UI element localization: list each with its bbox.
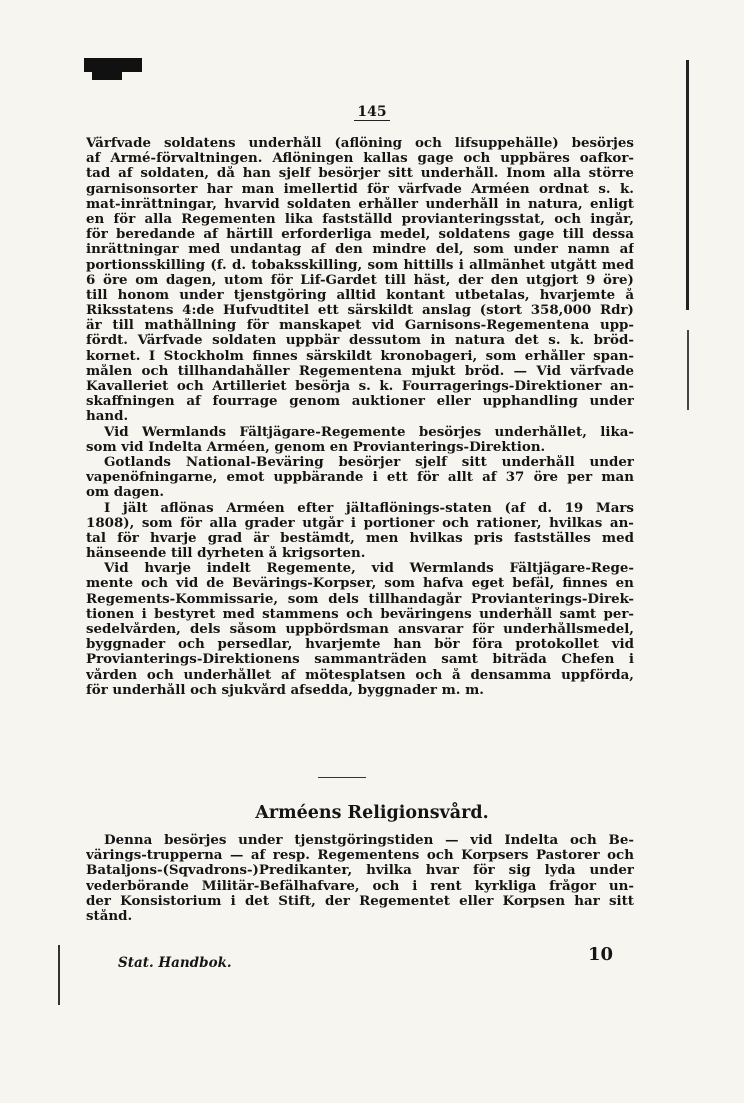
text-line: mente och vid de Bevärings-Korpser, som hafva eget befäl, finnes en — [86, 576, 634, 592]
text-line: kornet. I Stockholm finnes särskildt kronobageri, som erhåller span- — [86, 348, 634, 364]
text-line: Provianterings-Direktionens sammanträden samt biträda Chefen i — [86, 652, 634, 668]
body-text — [86, 136, 634, 698]
text-line: mat-inrättningar, hvarvid soldaten erhåller underhåll in natura, enligt — [86, 196, 634, 212]
page-edge-rule — [686, 60, 689, 310]
text-line: skaffningen af fourrage genom auktioner eller upphandling under — [86, 394, 634, 410]
section-title: Arméens Religionsvård. — [255, 803, 489, 823]
text-line: en för alla Regementen lika fastställd provianteringsstat, och ingår, — [86, 211, 634, 227]
text-line: byggnader och persedlar, hvarjemte han bör föra protokollet vid — [86, 637, 634, 653]
text-line: stånd. — [86, 908, 133, 924]
text-line: Regements-Kommissarie, som dels tillhandagår Provianterings-Direk- — [86, 591, 634, 607]
text-line: tal för hvarje grad är bestämdt, men hvilkas pris fastställes med — [86, 530, 634, 546]
text-line: Värfvade soldatens underhåll (aflöning och lifsuppehälle) besörjes — [86, 136, 634, 151]
text-line: tionen i bestyret med stammens och beväringens underhåll samt per- — [86, 606, 634, 622]
text-line: portionsskilling (f. d. tobaksskilling, som hittills i allmänhet utgått med — [86, 257, 634, 273]
text-line: der Konsistorium i det Stift, der Regementet eller Korpsen har sitt — [86, 893, 634, 909]
text-line: Riksstatens 4:de Hufvudtitel ett särskildt anslag (stort 358,000 Rdr) — [86, 303, 634, 319]
footer-signature-number: 10 — [588, 944, 614, 965]
text-line: 6 öre om dagen, utom för Lif-Gardet till häst, der den utgjort 9 öre) — [86, 272, 634, 288]
text-line: är till mathållning för manskapet vid Garnisons-Regementena upp- — [86, 318, 634, 334]
text-line: sedelvården, dels såsom uppbördsman ansvarar för underhållsmedel, — [86, 622, 634, 637]
text-line: hand. — [86, 409, 129, 425]
text-line: Denna besörjes under tjenstgöringstiden — vid Indelta och Be- — [104, 833, 634, 848]
text-line: målen och tillhandahåller Regementena mjukt bröd. — Vid värfvade — [86, 363, 634, 379]
text-line: om dagen. — [86, 485, 165, 501]
text-line: tad af soldaten, då han sjelf besörjer sitt underhåll. Inom alla större — [86, 166, 634, 182]
text-line: för underhåll och sjukvård afsedda, byggnader m. m. — [86, 682, 484, 698]
text-line: Bataljons-(Sqvadrons-)Predikanter, hvilka hvar för sig lyda under — [86, 863, 634, 879]
text-line: garnisonsorter har man imellertid för värfvade Arméen ordnat s. k. — [86, 181, 634, 197]
text-line: af Armé-förvaltningen. Aflöningen kallas gage och uppbäres oafkor- — [86, 151, 634, 167]
text-line: vården och underhållet af mötesplatsen och å densamma uppförda, — [86, 667, 634, 683]
text-line: I jält aflönas Arméen efter jältaflönings-staten (af d. 19 Mars — [104, 500, 634, 516]
text-line: vapenöfningarne, emot uppbärande i ett för allt af 37 öre per man — [86, 470, 634, 486]
text-line: inrättningar med undantag af den mindre del, som under namn af — [86, 242, 634, 258]
text-line: som vid Indelta Arméen, genom en Provianterings-Direktion. — [86, 439, 546, 455]
section-body-text — [86, 833, 634, 924]
page-edge-rule-lower — [687, 330, 689, 410]
page-edge-rule-left — [58, 945, 60, 1005]
text-line: Vid hvarje indelt Regemente, vid Wermlands Fältjägare-Rege- — [104, 561, 634, 577]
page-number — [0, 104, 744, 120]
text-line: till honom under tjenstgöring alltid kontant utbetalas, hvarjemte å — [86, 287, 634, 303]
text-line: hänseende till dyrheten å krigsorten. — [86, 546, 366, 562]
text-line: Gotlands National-Beväring besörjer sjelf sitt underhåll under — [104, 454, 634, 470]
text-line: 1808), som för alla grader utgår i portioner och rationer, hvilkas an- — [86, 515, 634, 531]
printer-mark — [84, 58, 142, 72]
text-line: för beredande af härtill erforderliga medel, soldatens gage till dessa — [86, 227, 634, 243]
section-divider — [318, 777, 366, 778]
page-number-text: 145 — [354, 104, 389, 121]
footer-book-title: Stat. Handbok. — [118, 955, 232, 971]
text-line: Vid Wermlands Fältjägare-Regemente besörjes underhållet, lika- — [104, 424, 634, 440]
text-line: vederbörande Militär-Befälhafvare, och i rent kyrkliga frågor un- — [86, 878, 634, 894]
text-line: Kavalleriet och Artilleriet besörja s. k. Fourragerings-Direktioner an- — [86, 379, 634, 394]
text-line: värings-trupperna — af resp. Regementens och Korpsers Pastorer och — [86, 848, 634, 864]
text-line: fördt. Värfvade soldaten uppbär dessutom in natura det s. k. bröd- — [86, 333, 634, 349]
